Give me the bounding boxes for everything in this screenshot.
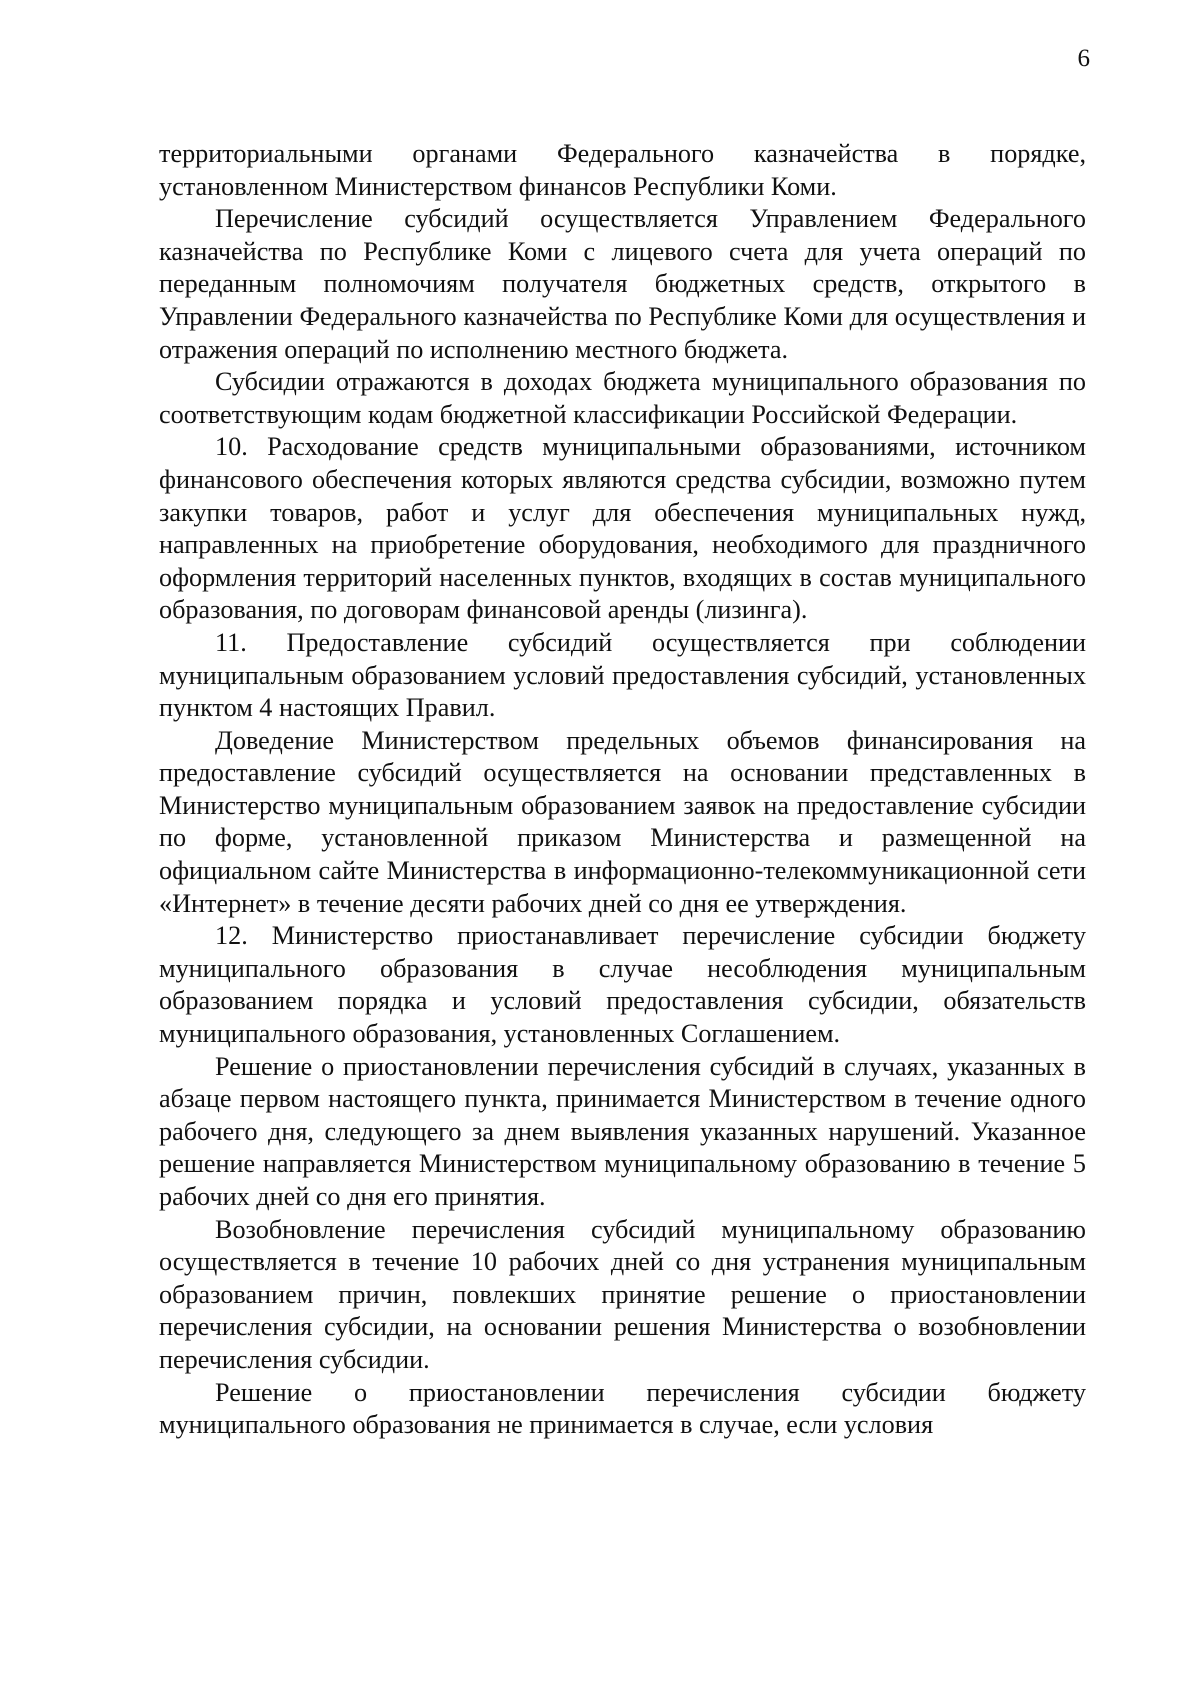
paragraph-subsidy-accounting: Субсидии отражаются в доходах бюджета муниципального образования по соответствующим кодам бюджетной классификации Российской Федерации. <box>159 367 1086 429</box>
document-body <box>159 138 1086 1442</box>
page-number: 6 <box>1077 45 1090 72</box>
paragraph-transfer-of-subsidies: Перечисление субсидий осуществляется Управлением Федерального казначейства по Республике Коми с лицевого счета для учета операций по переданным полномочиям получателя бюджетных средств, открытого в Управлении Федерального казначейства по Республике Коми для осуществления и отражения операций по исполнению местного бюджета. <box>159 204 1086 364</box>
paragraph-suspension-decision: Решение о приостановлении перечисления субсидий в случаях, указанных в абзаце первом настоящего пункта, принимается Министерством в течение одного рабочего дня, следующего за днем выявления указанных нарушений. Указанное решение направляется Министерством муниципальному образованию в течение 5 рабочих дней со дня его принятия. <box>159 1051 1086 1211</box>
paragraph-funding-limits: Доведение Министерством предельных объемов финансирования на предоставление субсидий осуществляется на основании представленных в Министерство муниципальным образованием заявок на предоставление субсидии по форме, установленной приказом Министерства и размещенной на официальном сайте Министерства в информационно-телекоммуникационной сети «Интернет» в течение десяти рабочих дней со дня ее утверждения. <box>159 725 1086 918</box>
paragraph-item-11: 11. Предоставление субсидий осуществляется при соблюдении муниципальным образованием условий предоставления субсидий, установленных пунктом 4 настоящих Правил. <box>159 627 1086 723</box>
paragraph-item-10: 10. Расходование средств муниципальными образованиями, источником финансового обеспечения которых являются средства субсидии, возможно путем закупки товаров, работ и услуг для обеспечения муниципальных нужд, направленных на приобретение оборудования, необходимого для праздничного оформления территорий населенных пунктов, входящих в состав муниципального образования, по договорам финансовой аренды (лизинга). <box>159 432 1086 625</box>
paragraph-item-12: 12. Министерство приостанавливает перечисление субсидии бюджету муниципального образования в случае несоблюдения муниципальным образованием порядка и условий предоставления субсидии, обязательств муниципального образования, установленных Соглашением. <box>159 921 1086 1049</box>
paragraph-continuation: территориальными органами Федерального казначейства в порядке, установленном Министерством финансов Республики Коми. <box>159 139 1086 201</box>
paragraph-resumption: Возобновление перечисления субсидий муниципальному образованию осуществляется в течение 10 рабочих дней со дня устранения муниципальным образованием причин, повлекших принятие решение о приостановлении перечисления субсидии, на основании решения Министерства о возобновлении перечисления субсидии. <box>159 1214 1086 1374</box>
paragraph-no-suspension: Решение о приостановлении перечисления субсидии бюджету муниципального образования не принимается в случае, если условия <box>159 1377 1086 1440</box>
